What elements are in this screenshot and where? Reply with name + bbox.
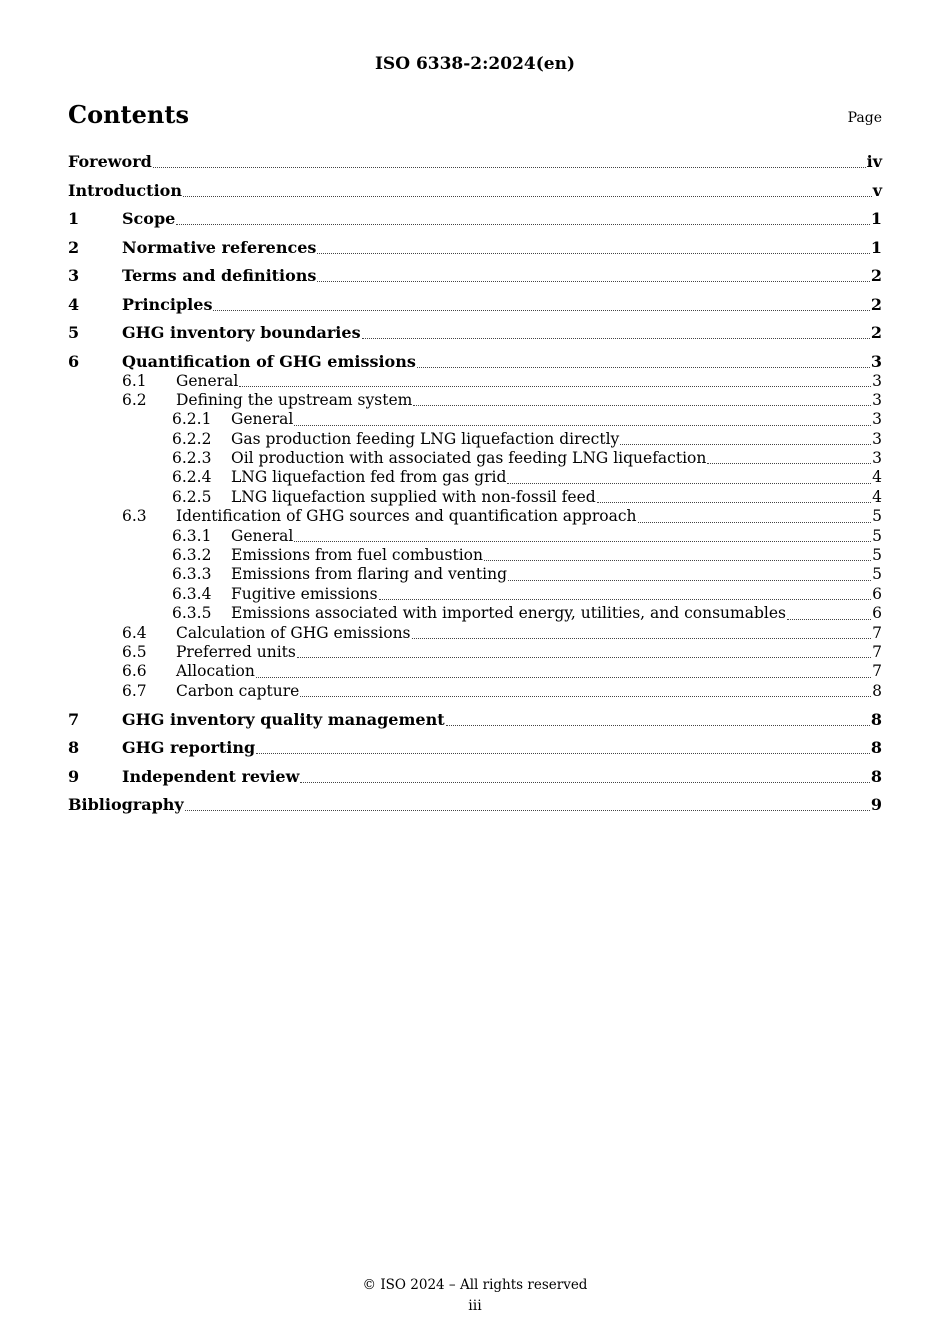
toc-entry-page: 5 xyxy=(872,546,882,565)
toc-entry-page: 5 xyxy=(872,507,882,526)
toc-entry[interactable] xyxy=(68,152,882,172)
toc-entry[interactable] xyxy=(68,604,882,623)
toc-entry-page: 8 xyxy=(870,738,882,758)
toc-entry-page: 3 xyxy=(872,410,882,429)
dot-leader xyxy=(153,166,866,168)
toc-entry-number: 4 xyxy=(68,294,80,314)
document-id-header: ISO 6338-2:2024(en) xyxy=(374,54,575,74)
dot-leader xyxy=(507,482,871,484)
dot-leader xyxy=(707,462,871,464)
toc-entry-page: v xyxy=(872,180,882,200)
dot-leader xyxy=(176,223,870,225)
toc-entry[interactable] xyxy=(68,449,882,468)
toc-entry-number: 3 xyxy=(68,266,80,285)
toc-entry-title: Quantification of GHG emissions xyxy=(122,351,416,371)
dot-leader xyxy=(213,309,869,311)
table-of-contents xyxy=(68,152,882,815)
toc-entry[interactable] xyxy=(68,585,882,604)
toc-entry-page: 7 xyxy=(872,662,882,681)
toc-entry[interactable] xyxy=(68,507,882,526)
toc-entry[interactable] xyxy=(68,352,882,372)
toc-entry-title: LNG liquefaction supplied with non-fossil feed xyxy=(231,487,596,506)
toc-entry-page: 7 xyxy=(872,623,882,642)
toc-entry-page: 1 xyxy=(870,209,882,228)
toc-entry-number: 7 xyxy=(68,709,80,729)
dot-leader xyxy=(787,618,871,620)
toc-entry-number: 6.6 xyxy=(122,662,147,681)
toc-entry-number: 6 xyxy=(68,351,80,371)
toc-entry-page: 3 xyxy=(872,449,882,468)
toc-entry-page: 5 xyxy=(872,526,882,545)
toc-entry-number: 8 xyxy=(68,738,80,758)
toc-entry[interactable] xyxy=(68,682,882,701)
dot-leader xyxy=(417,366,870,368)
toc-entry[interactable] xyxy=(68,209,882,229)
dot-leader xyxy=(256,752,870,754)
toc-entry-number: 6.3.5 xyxy=(172,604,212,623)
dot-leader xyxy=(412,637,872,639)
toc-entry-number: 6.3.1 xyxy=(172,526,212,545)
toc-entry-title: Defining the upstream system xyxy=(176,390,413,409)
toc-entry-page: 3 xyxy=(872,429,882,448)
toc-entry-number: 6.4 xyxy=(122,623,147,642)
dot-leader xyxy=(362,337,870,339)
toc-entry-page: 1 xyxy=(870,237,882,257)
toc-entry-title: Emissions from flaring and venting xyxy=(231,565,507,584)
dot-leader xyxy=(379,598,872,600)
toc-entry[interactable] xyxy=(68,238,882,258)
toc-entry-title: Gas production feeding LNG liquefaction directly xyxy=(231,429,620,448)
dot-leader xyxy=(300,695,871,697)
toc-entry[interactable] xyxy=(68,323,882,343)
toc-entry-page: 4 xyxy=(872,487,882,506)
toc-entry-title: GHG inventory boundaries xyxy=(122,323,361,342)
toc-entry-number: 6.2.4 xyxy=(172,468,212,487)
toc-entry[interactable] xyxy=(68,181,882,201)
dot-leader xyxy=(484,559,871,561)
toc-entry[interactable] xyxy=(68,295,882,315)
page-column-label: Page xyxy=(847,110,882,126)
dot-leader xyxy=(597,501,871,503)
dot-leader xyxy=(183,195,872,197)
toc-entry-number: 5 xyxy=(68,323,80,342)
toc-entry-page: 8 xyxy=(870,766,882,786)
toc-entry-title: Allocation xyxy=(176,662,255,681)
dot-leader xyxy=(413,404,871,406)
toc-entry-title: Terms and definitions xyxy=(122,266,317,285)
toc-entry-title: Calculation of GHG emissions xyxy=(176,623,411,642)
dot-leader xyxy=(620,443,871,445)
toc-entry-number: 2 xyxy=(68,237,80,257)
toc-entry-page: 4 xyxy=(872,468,882,487)
toc-entry-page: 8 xyxy=(870,709,882,729)
toc-entry-page: iv xyxy=(866,152,882,171)
toc-entry-number: 9 xyxy=(68,766,80,786)
toc-entry-number: 6.5 xyxy=(122,642,147,661)
toc-entry[interactable] xyxy=(68,391,882,410)
copyright-footer: © ISO 2024 – All rights reserved xyxy=(362,1277,588,1293)
contents-title: Contents xyxy=(68,100,189,129)
toc-entry-title: Foreword xyxy=(68,152,152,171)
dot-leader xyxy=(294,424,871,426)
toc-entry-number: 6.7 xyxy=(122,681,147,700)
toc-entry[interactable] xyxy=(68,546,882,565)
toc-entry-page: 2 xyxy=(870,266,882,285)
toc-entry-title: General xyxy=(176,371,239,390)
toc-entry-title: GHG reporting xyxy=(122,738,256,758)
dot-leader xyxy=(185,809,870,811)
toc-entry-page: 6 xyxy=(872,584,882,603)
toc-entry-page: 3 xyxy=(870,351,882,371)
dot-leader xyxy=(508,579,871,581)
toc-entry-number: 6.2.3 xyxy=(172,449,212,468)
toc-entry[interactable] xyxy=(68,430,882,449)
toc-entry[interactable] xyxy=(68,488,882,507)
toc-entry[interactable] xyxy=(68,662,882,681)
toc-entry-title: General xyxy=(231,526,294,545)
toc-entry[interactable] xyxy=(68,795,882,815)
dot-leader xyxy=(446,724,870,726)
toc-entry[interactable] xyxy=(68,710,882,730)
toc-entry-page: 9 xyxy=(870,795,882,815)
dot-leader xyxy=(300,781,869,783)
toc-entry-page: 3 xyxy=(872,390,882,409)
toc-entry[interactable] xyxy=(68,624,882,643)
toc-entry[interactable] xyxy=(68,767,882,787)
toc-entry-title: Preferred units xyxy=(176,642,296,661)
toc-entry[interactable] xyxy=(68,565,882,584)
footer-page-number: iii xyxy=(468,1298,482,1314)
toc-entry-number: 6.1 xyxy=(122,371,147,390)
toc-entry-title: Scope xyxy=(122,209,176,228)
toc-entry-title: Introduction xyxy=(68,180,182,200)
dot-leader xyxy=(638,521,872,523)
toc-entry-title: Fugitive emissions xyxy=(231,584,378,603)
toc-entry-number: 6.3 xyxy=(122,507,147,526)
toc-entry-page: 7 xyxy=(872,642,882,661)
dot-leader xyxy=(256,676,871,678)
toc-entry-title: General xyxy=(231,410,294,429)
toc-entry-title: Identification of GHG sources and quantification approach xyxy=(176,507,637,526)
toc-entry-title: Emissions from fuel combustion xyxy=(231,546,483,565)
toc-entry-number: 1 xyxy=(68,209,80,228)
toc-entry[interactable] xyxy=(68,738,882,758)
toc-entry-page: 2 xyxy=(870,294,882,314)
toc-entry-page: 8 xyxy=(872,681,882,700)
toc-entry-title: Oil production with associated gas feeding LNG liquefaction xyxy=(231,449,707,468)
toc-entry-title: Bibliography xyxy=(68,795,184,815)
toc-entry-title: Principles xyxy=(122,294,213,314)
dot-leader xyxy=(317,280,869,282)
toc-entry-number: 6.3.2 xyxy=(172,546,212,565)
toc-entry-page: 6 xyxy=(872,604,882,623)
toc-entry-page: 2 xyxy=(870,323,882,342)
toc-entry-page: 3 xyxy=(872,371,882,390)
toc-entry[interactable] xyxy=(68,266,882,286)
toc-entry-title: Independent review xyxy=(122,766,300,786)
toc-entry-title: Carbon capture xyxy=(176,681,300,700)
toc-entry[interactable] xyxy=(68,410,882,429)
toc-entry-title: Normative references xyxy=(122,237,317,257)
dot-leader xyxy=(297,656,871,658)
toc-entry-title: LNG liquefaction fed from gas grid xyxy=(231,468,507,487)
toc-entry-page: 5 xyxy=(872,565,882,584)
dot-leader xyxy=(239,385,871,387)
toc-entry-number: 6.2 xyxy=(122,390,147,409)
toc-entry[interactable] xyxy=(68,468,882,487)
toc-entry-title: GHG inventory quality management xyxy=(122,709,445,729)
dot-leader xyxy=(317,252,869,254)
dot-leader xyxy=(294,540,871,542)
toc-entry[interactable] xyxy=(68,643,882,662)
toc-entry[interactable] xyxy=(68,527,882,546)
toc-entry-number: 6.2.1 xyxy=(172,410,212,429)
toc-entry-number: 6.2.5 xyxy=(172,487,212,506)
toc-entry-number: 6.2.2 xyxy=(172,429,212,448)
toc-entry-title: Emissions associated with imported energy, utilities, and consumables xyxy=(231,604,786,623)
toc-entry-number: 6.3.4 xyxy=(172,584,212,603)
toc-entry-number: 6.3.3 xyxy=(172,565,212,584)
toc-entry[interactable] xyxy=(68,372,882,391)
